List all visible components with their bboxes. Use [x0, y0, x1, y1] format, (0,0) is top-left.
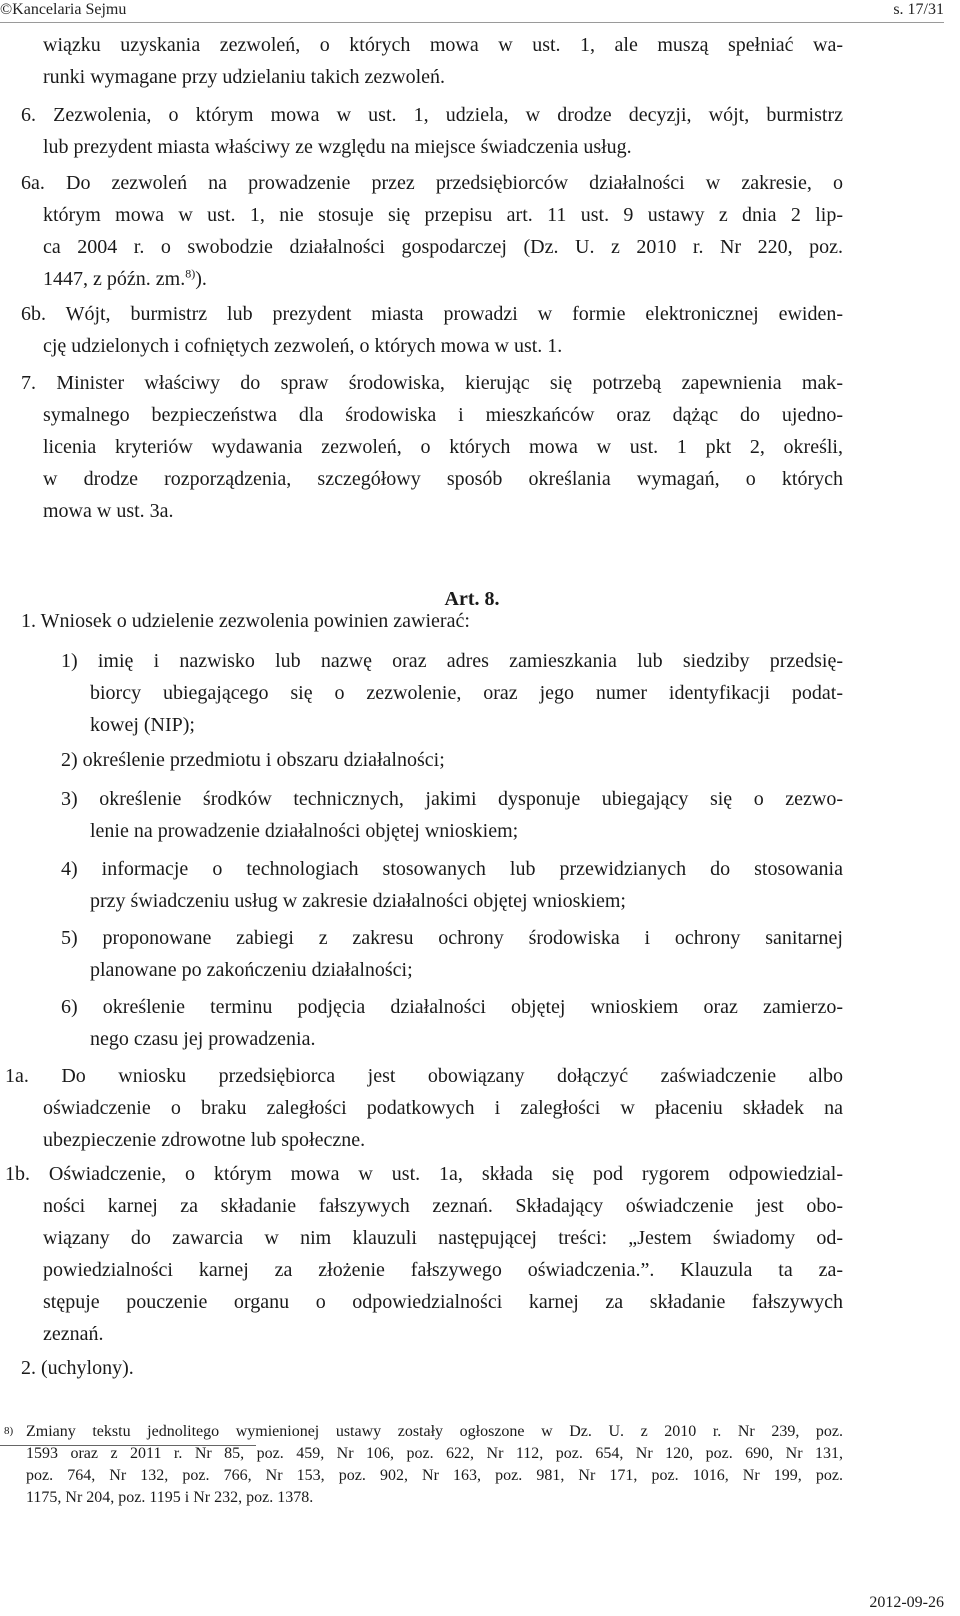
list-item-3 — [61, 783, 843, 847]
footnote-line: 1593 oraz z 2011 r. Nr 85, poz. 459, Nr 106, poz. 622, Nr 112, poz. 654, Nr 120, poz. 690, Nr 131, — [26, 1445, 843, 1462]
text-line: kowej (NIP); — [90, 714, 195, 736]
continuation-paragraph — [43, 29, 843, 93]
text-line: cję udzielonych i cofniętych zezwoleń, o których mowa w ust. 1. — [43, 335, 563, 357]
footnote-reference[interactable]: 8) — [185, 266, 196, 281]
text-line: w drodze rozporządzenia, szczegółowy sposób określania wymagań, o których — [43, 468, 843, 490]
publication-date: 2012-09-26 — [869, 1594, 944, 1611]
text-line: wiązku uzyskania zezwoleń, o których mowa w ust. 1, ale muszą spełniać wa- — [43, 34, 843, 56]
text-line: lub prezydent miasta właściwy ze względu na miejsce świadczenia usług. — [43, 136, 632, 158]
text-line: 3) określenie środków technicznych, jakimi dysponuje ubiegający się o zezwo- — [61, 788, 843, 810]
text-line: 4) informacje o technologiach stosowanych lub przewidzianych do stosowania — [61, 858, 843, 880]
paragraph-1a — [5, 1060, 843, 1156]
text-line: zeznań. — [43, 1323, 104, 1345]
footnote-text — [26, 1421, 843, 1509]
paragraph-6 — [21, 99, 843, 163]
paragraph-6a — [21, 167, 843, 295]
text-line: 1b. Oświadczenie, o którym mowa w ust. 1a, składa się pod rygorem odpowiedzial- — [5, 1163, 843, 1185]
text-line — [43, 263, 843, 295]
text-line: planowane po zakończeniu działalności; — [90, 959, 413, 981]
article-heading: Art. 8. — [444, 588, 500, 610]
text-line: 7. Minister właściwy do spraw środowiska, kierując się potrzebą zapewnienia mak- — [21, 372, 843, 394]
text-line: 6) określenie terminu podjęcia działalności objętej wnioskiem oraz zamierzo- — [61, 996, 843, 1018]
text-line: którym mowa w ust. 1, nie stosuje się przepisu art. 11 ust. 9 ustawy z dnia 2 lip- — [43, 204, 843, 226]
text-span: ). — [195, 268, 207, 290]
paragraph-6b — [21, 298, 843, 362]
text-line: 6a. Do zezwoleń na prowadzenie przez przedsiębiorców działalności w zakresie, o — [21, 172, 843, 194]
text-line: 5) proponowane zabiegi z zakresu ochrony środowiska i ochrony sanitarnej — [61, 927, 843, 949]
text-line: wiązany do zawarcia w nim klauzuli następującej treści: „Jestem świadomy od- — [43, 1227, 843, 1249]
footnote-line: poz. 764, Nr 132, poz. 766, Nr 153, poz. 902, Nr 163, poz. 981, Nr 171, poz. 1016, Nr 199, poz. — [26, 1467, 843, 1484]
text-line: stępuje pouczenie organu o odpowiedzialności karnej za składanie fałszywych — [43, 1291, 843, 1313]
text-line: ubezpieczenie zdrowotne lub społeczne. — [43, 1129, 366, 1151]
list-item-4 — [61, 853, 843, 917]
text-line: 6. Zezwolenia, o którym mowa w ust. 1, udziela, w drodze decyzji, wójt, burmistrz — [21, 104, 843, 126]
text-line: oświadczenie o braku zaległości podatkowych i zaległości w płaceniu składek na — [43, 1097, 843, 1119]
text-line: 2) określenie przedmiotu i obszaru działalności; — [61, 749, 445, 771]
list-item-1 — [61, 645, 843, 741]
text-line: 1a. Do wniosku przedsiębiorca jest obowiązany dołączyć zaświadczenie albo — [5, 1065, 843, 1087]
text-line: biorcy ubiegającego się o zezwolenie, oraz jego numer identyfikacji podat- — [90, 682, 843, 704]
header-source: ©Kancelaria Sejmu — [0, 1, 127, 18]
art8-paragraph-1: 1. Wniosek o udzielenie zezwolenia powinien zawierać: — [21, 610, 470, 632]
page-number: s. 17/31 — [893, 1, 944, 18]
list-item-2 — [61, 744, 843, 776]
paragraph-1b — [5, 1158, 843, 1350]
text-span: 1447, z późn. zm. — [43, 268, 186, 290]
text-line: 6b. Wójt, burmistrz lub prezydent miasta prowadzi w formie elektronicznej ewiden- — [21, 303, 843, 325]
text-line: powiedzialności karnej za złożenie fałszywego oświadczenia.”. Klauzula ta za- — [43, 1259, 843, 1281]
text-line: przy świadczeniu usług w zakresie działalności objętej wnioskiem; — [90, 890, 626, 912]
paragraph-7 — [21, 367, 843, 527]
footnote-mark: 8) — [4, 1425, 14, 1437]
text-line: lenie na prowadzenie działalności objętej wnioskiem; — [90, 820, 519, 842]
text-line: symalnego bezpieczeństwa dla środowiska i mieszkańców oraz dążąc do ujedno- — [43, 404, 843, 426]
list-item-6 — [61, 991, 843, 1055]
text-line: ca 2004 r. o swobodzie działalności gospodarczej (Dz. U. z 2010 r. Nr 220, poz. — [43, 236, 843, 258]
text-line: ności karnej za składanie fałszywych zeznań. Składający oświadczenie jest obo- — [43, 1195, 843, 1217]
text-line: runki wymagane przy udzielaniu takich zezwoleń. — [43, 66, 446, 88]
paragraph-2: 2. (uchylony). — [21, 1357, 134, 1379]
footnote-line: Zmiany tekstu jednolitego wymienionej ustawy zostały ogłoszone w Dz. U. z 2010 r. Nr 239, poz. — [26, 1423, 843, 1440]
header-divider — [0, 22, 944, 23]
list-item-5 — [61, 922, 843, 986]
text-line: nego czasu jej prowadzenia. — [90, 1028, 316, 1050]
text-line: mowa w ust. 3a. — [43, 500, 174, 522]
footnote-line: 1175, Nr 204, poz. 1195 i Nr 232, poz. 1378. — [26, 1489, 314, 1506]
text-line: licenia kryteriów wydawania zezwoleń, o których mowa w ust. 1 pkt 2, określi, — [43, 436, 843, 458]
text-line: 1) imię i nazwisko lub nazwę oraz adres zamieszkania lub siedziby przedsię- — [61, 650, 843, 672]
